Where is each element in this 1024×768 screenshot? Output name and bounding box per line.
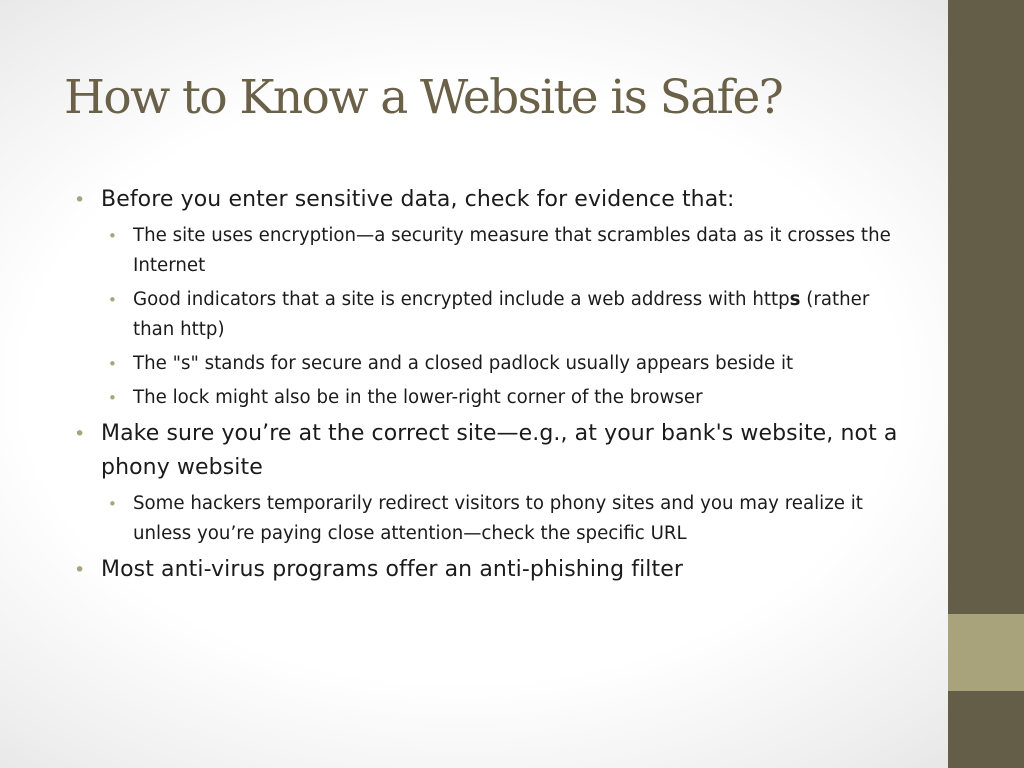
sub-bullet-point <box>108 349 904 379</box>
bullet-icon: • <box>108 355 117 373</box>
sub-bullet-bold-text: s <box>789 289 801 310</box>
bullet-point <box>74 183 904 217</box>
sub-bullet-text: The lock might also be in the lower-right corner of the browser <box>133 387 703 408</box>
slide-title: How to Know a Website is Safe? <box>64 70 783 125</box>
bullet-icon: • <box>74 559 86 581</box>
sub-bullet-text: (rather than http) <box>133 289 870 340</box>
sub-bullet-point <box>108 489 904 549</box>
bullet-text: Make sure you’re at the correct site—e.g., at your bank's website, not a phony website <box>101 421 898 480</box>
bullet-point <box>74 417 904 485</box>
bullet-point <box>74 553 904 587</box>
bullet-text: Before you enter sensitive data, check for evidence that: <box>101 187 735 212</box>
sub-bullet-text: The "s" stands for secure and a closed padlock usually appears beside it <box>133 353 794 374</box>
bullet-icon: • <box>108 227 117 245</box>
bullet-icon: • <box>108 495 117 513</box>
bullet-icon: • <box>74 189 86 211</box>
sub-bullet-point <box>108 383 904 413</box>
sub-bullet-text: Good indicators that a site is encrypted include a web address with http <box>133 289 790 310</box>
bullet-icon: • <box>108 389 117 407</box>
bullet-text: Most anti-virus programs offer an anti-phishing filter <box>101 557 684 582</box>
sub-bullet-point <box>108 285 904 345</box>
sub-bullet-point <box>108 221 904 281</box>
sub-bullet-text: Some hackers temporarily redirect visitors to phony sites and you may realize it unless you’re paying close attention—check the specific URL <box>133 493 863 544</box>
side-bar-accent <box>948 614 1024 691</box>
sub-bullet-text: The site uses encryption—a security measure that scrambles data as it crosses the Internet <box>133 225 891 276</box>
bullet-icon: • <box>74 423 86 445</box>
bullet-icon: • <box>108 291 117 309</box>
bullet-list <box>74 183 904 587</box>
